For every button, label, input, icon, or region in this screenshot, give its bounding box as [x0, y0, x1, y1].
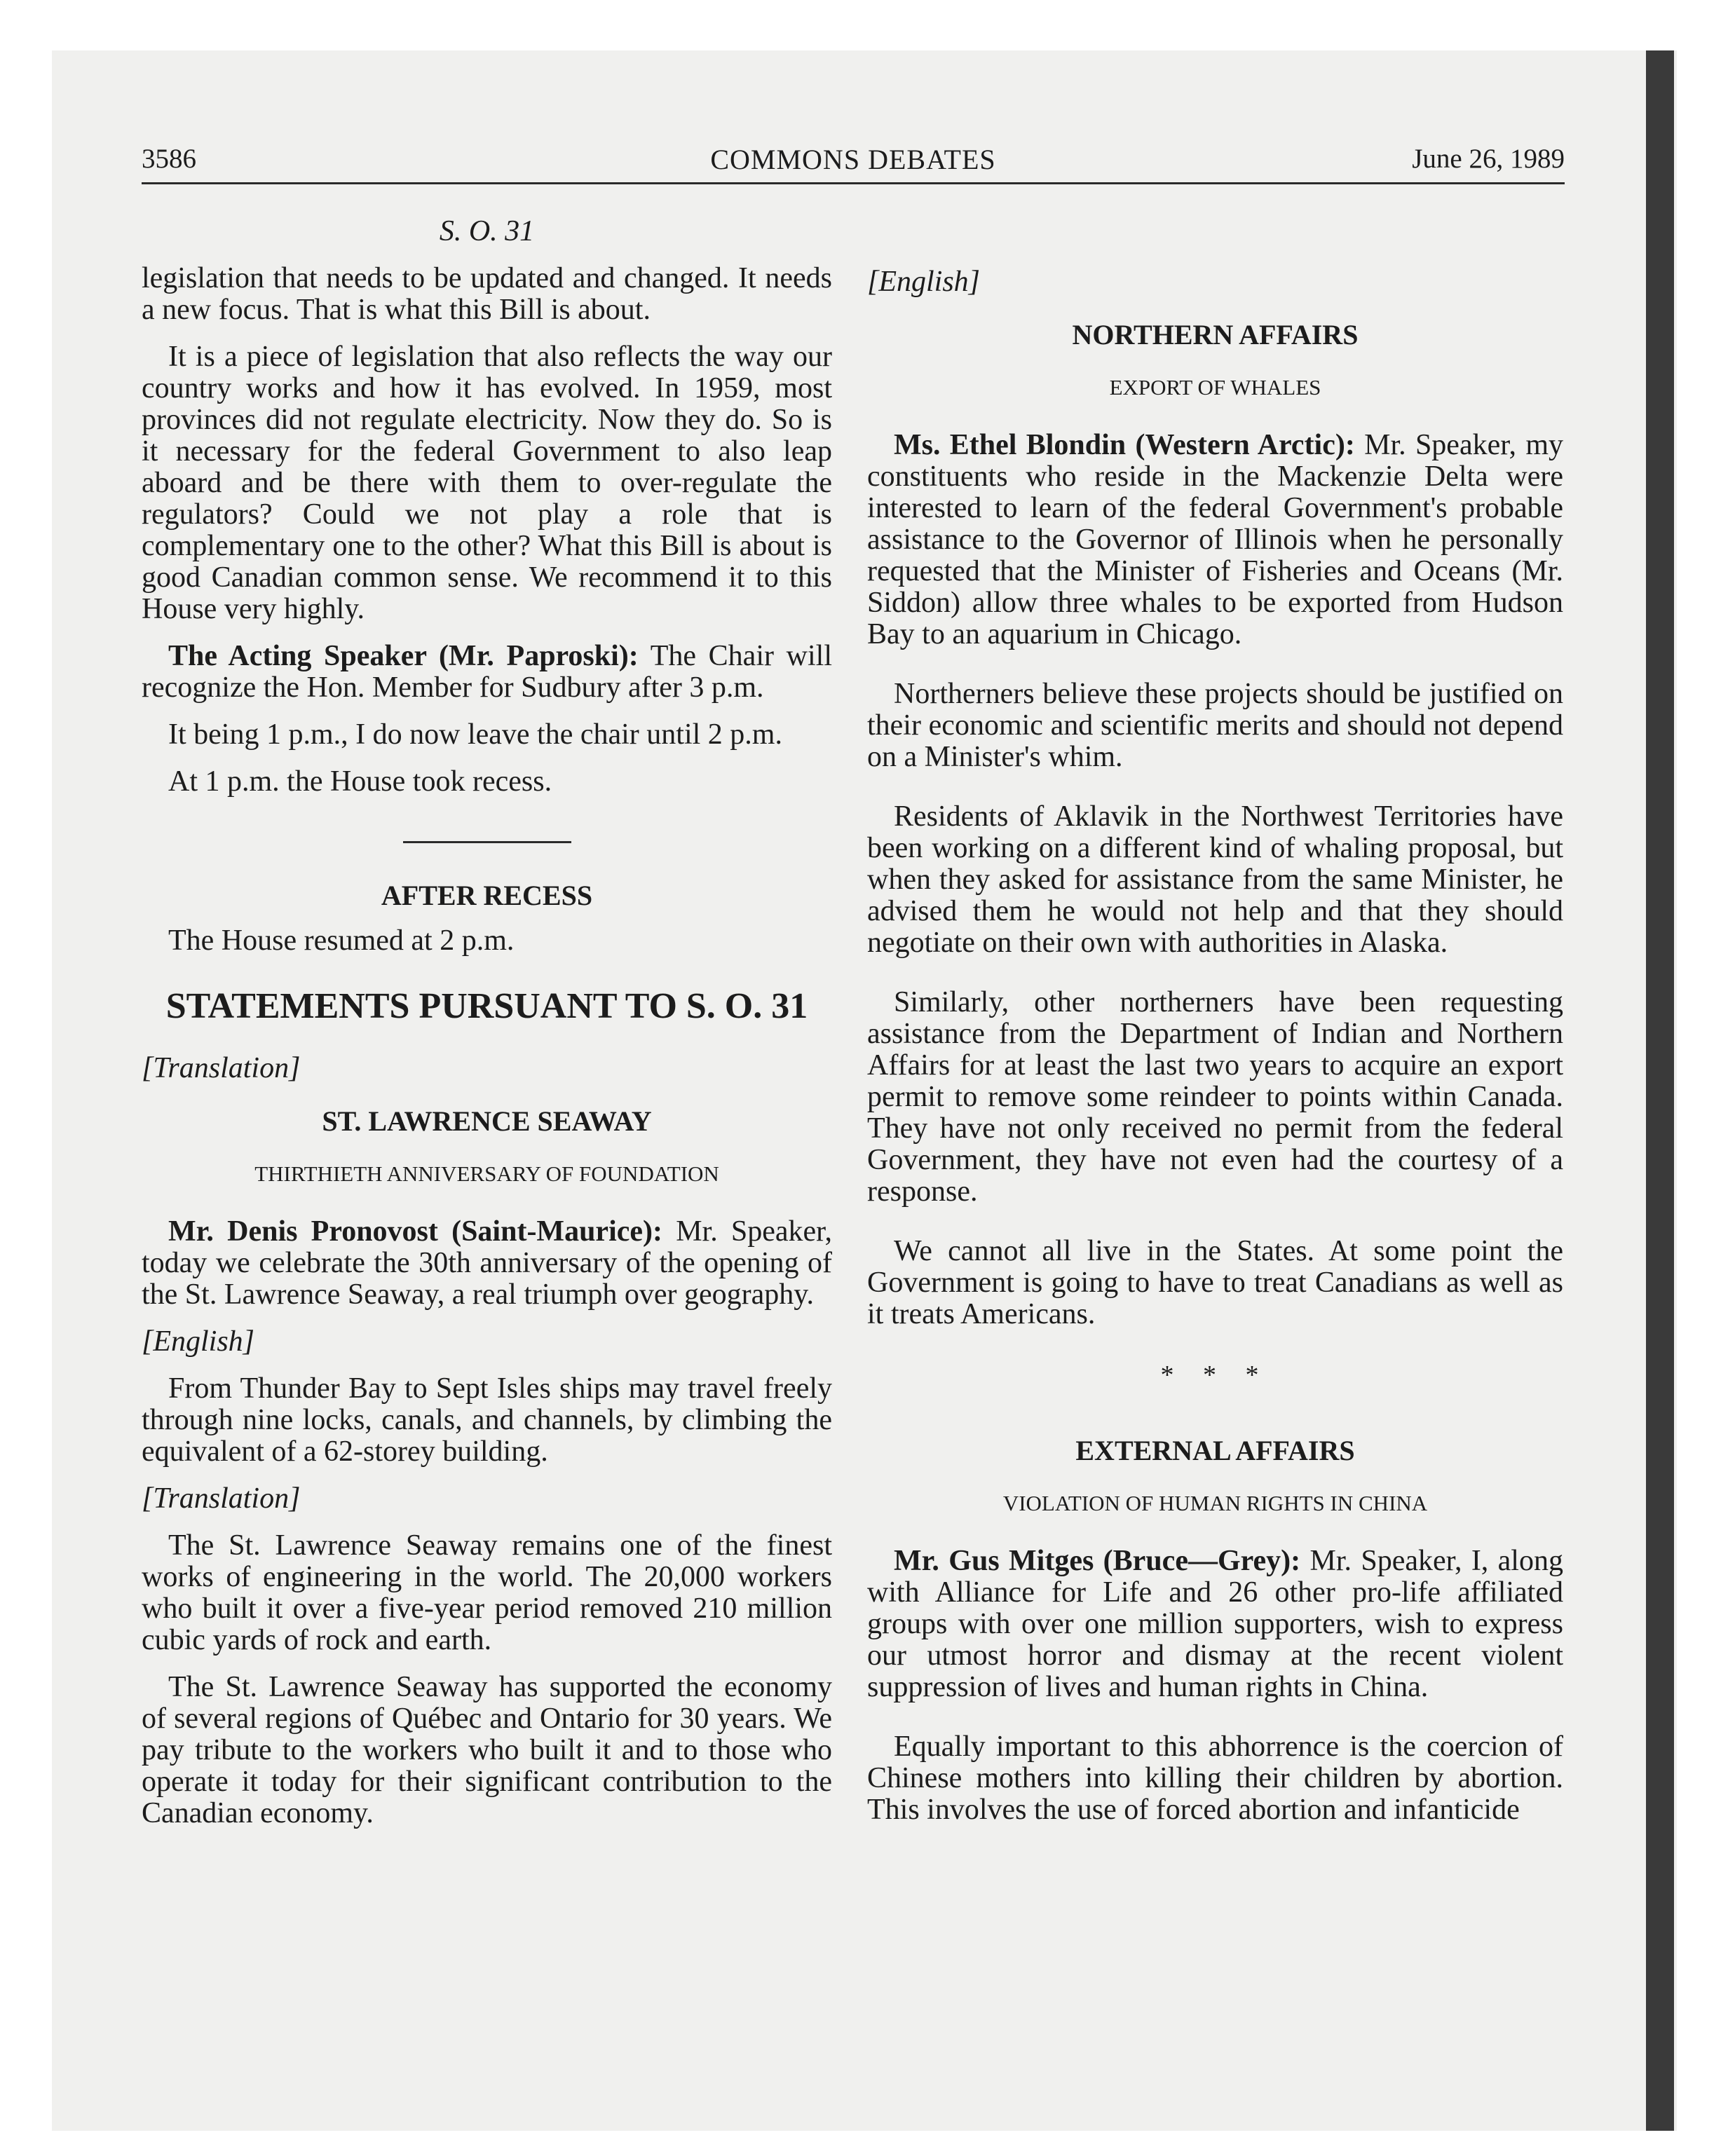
section-heading: ST. LAWRENCE SEAWAY: [322, 1105, 652, 1137]
sitting-date: June 26, 1989: [1412, 144, 1565, 174]
section-separator-asterisks: * * *: [1160, 1360, 1270, 1390]
paragraph: The House resumed at 2 p.m.: [168, 925, 515, 957]
section-subheading: EXPORT OF WHALES: [1109, 375, 1321, 400]
paragraph: We cannot all live in the States. At some point the Government is going to have to treat Canadians as well as it treats Americans.: [867, 1235, 1563, 1330]
speaker-name: Mr. Gus Mitges (Bruce—Grey):: [894, 1545, 1301, 1577]
scan-binding-edge: [1646, 50, 1674, 2131]
right-column: [867, 210, 1563, 1841]
speaker-name: The Acting Speaker (Mr. Paproski):: [168, 640, 639, 672]
page-header: [142, 140, 1565, 184]
section-subheading: THIRTHIETH ANNIVERSARY OF FOUNDATION: [254, 1161, 719, 1186]
speech-text: Mr. Speaker, my constituents who reside in the Mackenzie Delta were interested to learn of the federal Government's probable assistance to the Governor of Illinois when he personally requested that the Minister of Fisheries and Oceans (Mr. Siddon) allow three whales to be exported from Hudson Bay to an aquarium in Chicago.: [867, 429, 1563, 650]
page-number: 3586: [142, 144, 196, 174]
section-heading: EXTERNAL AFFAIRS: [1075, 1435, 1355, 1466]
speaker-paragraph: [867, 1546, 1563, 1703]
paragraph: Northerners believe these projects should be justified on their economic and scientific merits and should not depend on a Minister's whim.: [867, 678, 1563, 773]
speaker-paragraph: [142, 1216, 832, 1311]
speech-text: The Chair will recognize the Hon. Member for Sudbury after 3 p.m.: [142, 640, 832, 704]
paragraph: legislation that needs to be updated and changed. It needs a new focus. That is what this Bill is about.: [142, 262, 832, 326]
language-marker: [Translation]: [142, 1482, 301, 1515]
paragraph: The St. Lawrence Seaway has supported the economy of several regions of Québec and Ontario for 30 years. We pay tribute to the workers who built it and to those who operate it today for their significant contribution to the Canadian economy.: [142, 1671, 832, 1829]
paragraph: Residents of Aklavik in the Northwest Territories have been working on a different kind of whaling proposal, but when they asked for assistance from the same Minister, he advised them he would not help and that they should negotiate on their own with authorities in Alaska.: [867, 800, 1563, 959]
paragraph: The St. Lawrence Seaway remains one of the finest works of engineering in the world. The 20,000 workers who built it over a five-year period removed 210 million cubic yards of rock and earth.: [142, 1529, 832, 1656]
paragraph: It is a piece of legislation that also reflects the way our country works and how it has evolved. In 1959, most provinces did not regulate electricity. Now they do. So is it necessary for the federal Government to also leap aboard and be there with them to over-regulate the regulators? Could we not play a role that is complementary one to the other? What this Bill is about is good Canadian common sense. We recommend it to this House very highly.: [142, 341, 832, 625]
major-heading: STATEMENTS PURSUANT TO S. O. 31: [165, 986, 808, 1026]
section-subheading: VIOLATION OF HUMAN RIGHTS IN CHINA: [1002, 1491, 1428, 1515]
standing-order-heading: S. O. 31: [439, 215, 535, 247]
paragraph: Similarly, other northerners have been requesting assistance from the Department of Indian and Northern Affairs for at least the last two years to acquire an export permit to remove some reindeer to points within Canada. They have not only received no permit from the federal Government, they have not even had the courtesy of a response.: [867, 986, 1563, 1208]
language-marker: [English]: [867, 266, 981, 298]
section-divider: [403, 841, 571, 843]
paragraph: At 1 p.m. the House took recess.: [168, 765, 552, 798]
publication-title: COMMONS DEBATES: [710, 144, 996, 175]
section-heading: AFTER RECESS: [381, 880, 593, 911]
speech-text: Mr. Speaker, today we celebrate the 30th anniversary of the opening of the St. Lawrence Seaway, a real triumph over geography.: [142, 1215, 832, 1311]
speaker-name: Mr. Denis Pronovost (Saint-Maurice):: [168, 1215, 662, 1248]
language-marker: [English]: [142, 1325, 255, 1358]
paragraph: From Thunder Bay to Sept Isles ships may travel freely through nine locks, canals, and channels, by climbing the equivalent of a 62-storey building.: [142, 1372, 832, 1468]
paragraph: It being 1 p.m., I do now leave the chair until 2 p.m.: [168, 718, 782, 751]
section-heading: NORTHERN AFFAIRS: [1072, 319, 1359, 350]
speech-text: Mr. Speaker, I, along with Alliance for Life and 26 other pro-life affiliated groups with over one million supporters, wish to express our utmost horror and dismay at the recent violent suppression of lives and human rights in China.: [867, 1545, 1563, 1703]
speaker-name: Ms. Ethel Blondin (Western Arctic):: [894, 429, 1355, 461]
speaker-paragraph: [142, 641, 832, 704]
language-marker: [Translation]: [142, 1052, 301, 1084]
paragraph: Equally important to this abhorrence is the coercion of Chinese mothers into killing their children by abortion. This involves the use of forced abortion and infanticide: [867, 1731, 1563, 1826]
left-column: [142, 210, 832, 1845]
speaker-paragraph: [867, 430, 1563, 650]
